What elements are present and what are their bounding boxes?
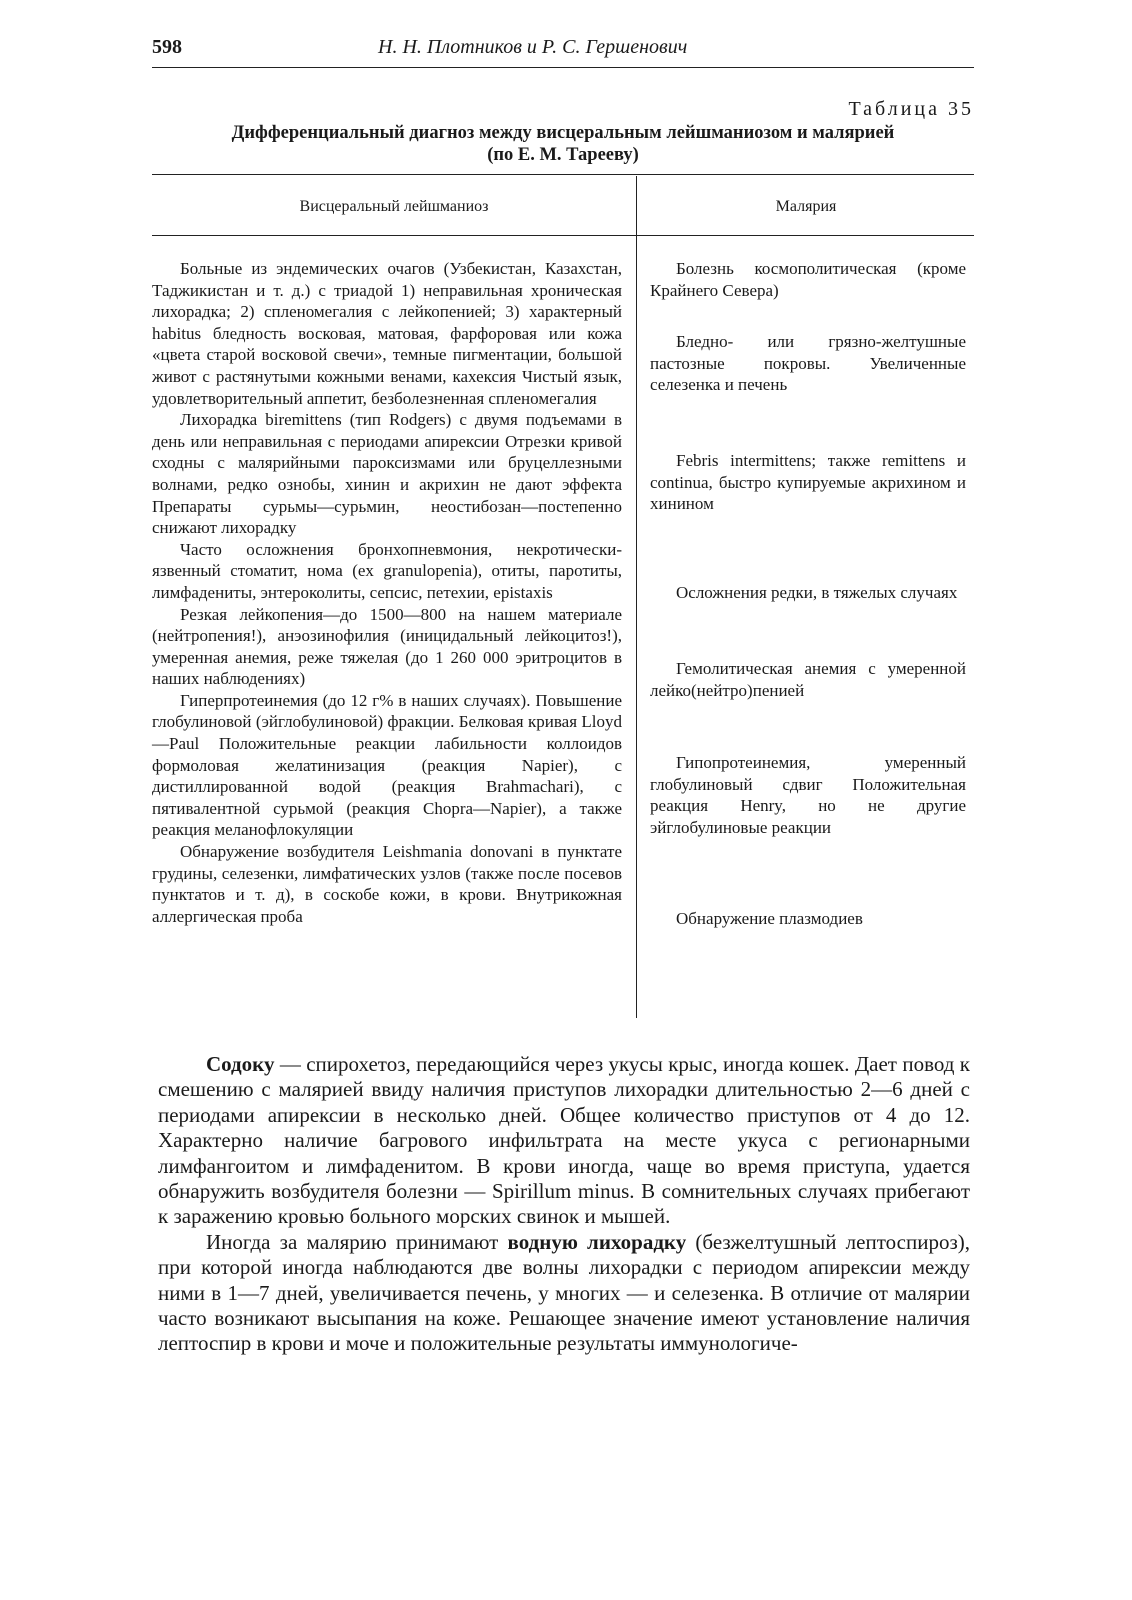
leishmaniasis-cell: Гиперпротеинемия (до 12 г% в наших случаях). Повышение глобулиновой (эйглобулиновой) фракции. Белковая кривая Lloyd—Paul Положительные реакции лабильности коллоидов формоловая желатинизация (реакция Napier), с дистиллированной водой (реакция Brahmachari), с пятивалентной сурьмой (реакция Chopra—Napier), а также реакция меланофлокуляции: [152, 690, 622, 840]
paragraph-text: (безжелтушный лептоспироз), при которой иногда наблюдаются две волны лихорадки с периодом апирексии между ними в 1—7 дней, увеличивается печень, у многих — и селезенка. В отличие от малярии часто возникают высыпания на коже. Решающее значение имеют установление наличия лептоспир в крови и моче и положительные результаты иммунологиче-: [158, 1229, 970, 1356]
malaria-cell: [650, 582, 966, 604]
column-header-malaria: Малярия: [775, 198, 837, 215]
leishmaniasis-column: [152, 258, 622, 927]
term-water-fever: водную лихорадку: [507, 1229, 687, 1254]
running-header: [152, 36, 972, 66]
malaria-cell-text: Бледно- или грязно-желтушные пастозные покровы. Увеличенные селезенка и печень: [650, 332, 966, 395]
malaria-cell: [650, 908, 966, 930]
running-title: Н. Н. Плотников и Р. С. Гершенович: [378, 36, 688, 58]
malaria-cell-text: Febris intermittens; также remittens и continua, быстро купируемые акрихином и хинином: [650, 451, 966, 514]
malaria-cell: [650, 450, 966, 515]
paragraph-water-fever: [158, 1230, 970, 1357]
paragraph-text: Иногда за малярию принимают: [206, 1229, 508, 1254]
malaria-cell-text: Гемолитическая анемия с умеренной лейко(нейтро)пенией: [650, 659, 966, 700]
table-head-rule: [152, 235, 974, 236]
leishmaniasis-cell: Лихорадка biremittens (тип Rodgers) с двумя подъемами в день или неправильная с периодами апирексии Отрезки кривой сходны с малярийными пароксизмами или бруцеллезными волнами, редко ознобы, хинин и акрихин не дают эффекта Препараты сурьмы—сурьмин, неостибозан—постепенно снижают лихорадку: [152, 410, 622, 538]
table-number: Таблица 35: [848, 98, 974, 120]
malaria-cell: [650, 331, 966, 396]
column-header-leishmaniasis: Висцеральный лейшманиоз: [299, 198, 489, 215]
malaria-cell-text: Гипопротеинемия, умеренный глобулиновый сдвиг Положительная реакция Henry, но не другие эйглобулиновые реакции: [650, 753, 966, 837]
malaria-cell-text: Обнаружение плазмодиев: [676, 909, 863, 928]
body-text: [158, 1052, 970, 1357]
malaria-cell: [650, 658, 966, 701]
paragraph-text: — спирохетоз, передающийся через укусы крыс, иногда кошек. Дает повод к смешению с малярией ввиду наличия приступов лихорадки длительностью 2—6 дней с периодами апирексии в несколько дней. Общее количество приступов от 4 до 12. Характерно наличие багрового инфильтрата на месте укуса с регионарными лимфангоитом и лимфаденитом. В крови иногда, чаще во время приступа, удается обнаружить возбудителя болезни — Spirillum minus. В сомнительных случаях прибегают к заражению кровью больного морских свинок и мышей.: [158, 1052, 970, 1229]
leishmaniasis-cell: Часто осложнения бронхопневмония, некротически-язвенный стоматит, нома (ex granulopenia), отиты, паротиты, лимфадениты, энтероколиты, сепсис, петехии, epistaxis: [152, 539, 622, 602]
table-caption-line-2: (по Е. М. Тарееву): [487, 145, 639, 165]
leishmaniasis-cell: Резкая лейкопения—до 1500—800 на нашем материале (нейтропения!), анэозинофилия (иницидальный лейкоцитоз!), умеренная анемия, реже тяжелая (до 1 260 000 эритроцитов в наших наблюдениях): [152, 604, 622, 689]
table-caption: [152, 122, 974, 166]
table-top-rule: [152, 174, 974, 175]
table-caption-line-1: Дифференциальный диагноз между висцеральным лейшманиозом и малярией: [231, 123, 895, 143]
malaria-cell-text: Осложнения редки, в тяжелых случаях: [676, 583, 958, 602]
leishmaniasis-cell: Больные из эндемических очагов (Узбекистан, Казахстан, Таджикистан и т. д.) с триадой 1) неправильная хроническая лихорадка; 2) спленомегалия с лейкопенией; 3) характерный habitus бледность восковая, матовая, фарфоровая или кожа «цвета старой восковой свечи», темные пигментации, большой живот с растянутыми кожными венами, кахексия Чистый язык, удовлетворительный аппетит, безболезненная спленомегалия: [152, 259, 622, 408]
malaria-cell: [650, 258, 966, 301]
table-column-divider: [636, 176, 637, 1018]
header-rule: [152, 67, 974, 68]
term-sodoku: Содоку: [206, 1052, 275, 1076]
leishmaniasis-cell: Обнаружение возбудителя Leishmania donovani в пунктате грудины, селезенки, лимфатических узлов (также после посевов пунктатов и т. д), в соскобе кожи, в крови. Внутрикожная аллергическая проба: [152, 842, 622, 926]
malaria-cell: [650, 752, 966, 838]
page-number: 598: [152, 36, 182, 58]
paragraph-sodoku: [158, 1052, 970, 1230]
malaria-cell-text: Болезнь космополитическая (кроме Крайнего Севера): [650, 259, 966, 300]
